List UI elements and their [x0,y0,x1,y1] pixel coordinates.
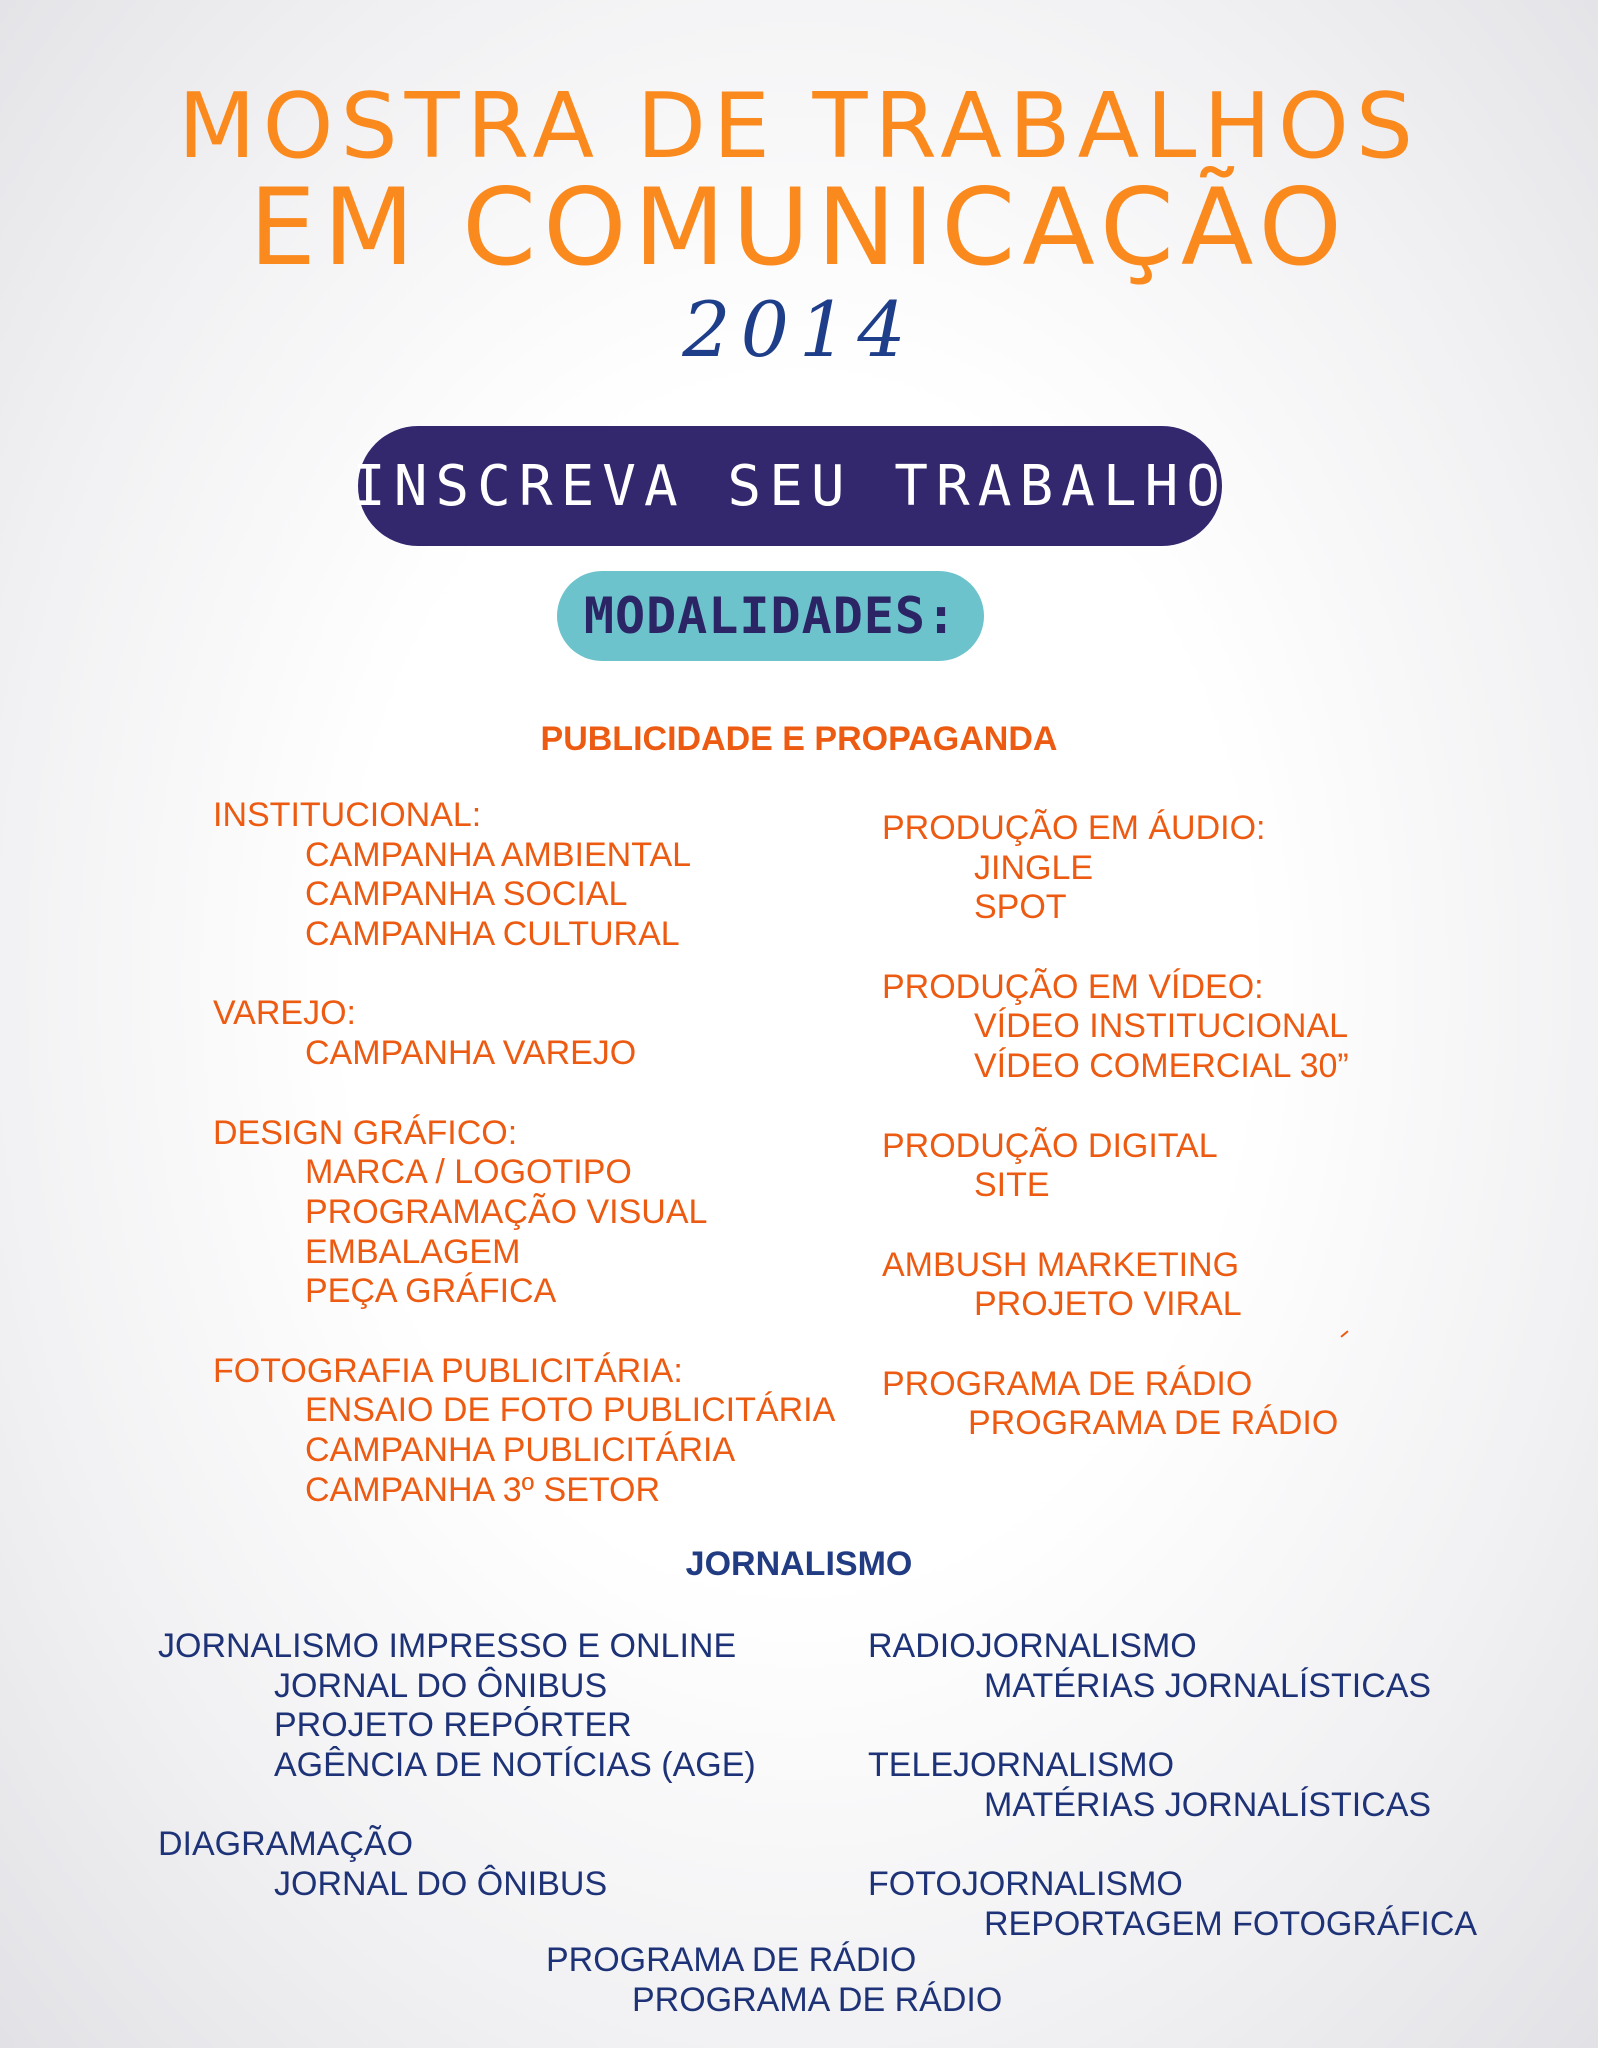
category-label: DIAGRAMAÇÃO [158,1825,414,1864]
category-label: PRODUÇÃO EM ÁUDIO: [882,809,1266,847]
category-label: PROGRAMA DE RÁDIO [546,1941,917,1979]
category-label: PRODUÇÃO EM VÍDEO: [882,967,1264,1006]
modalidades-badge [557,571,984,661]
list-item: PROJETO VIRAL [974,1285,1242,1324]
list-item: PROGRAMA DE RÁDIO [632,1980,1003,2019]
year: 2014 [682,285,916,374]
category-label: JORNALISMO IMPRESSO E ONLINE [158,1627,737,1665]
publicidade-right-column [882,809,1349,1444]
list-item: MATÉRIAS JORNALÍSTICAS [984,1785,1432,1824]
list-item: CAMPANHA CULTURAL [305,915,680,954]
list-item: CAMPANHA 3º SETOR [305,1470,661,1509]
jornalismo-extra [546,1941,1002,2020]
category-label: FOTOJORNALISMO [868,1865,1183,1904]
list-item: AGÊNCIA DE NOTÍCIAS (AGE) [274,1746,756,1785]
list-item: REPORTAGEM FOTOGRÁFICA [984,1904,1478,1943]
list-item: JORNAL DO ÔNIBUS [274,1865,608,1904]
register-button-label: INSCREVA SEU TRABALHO [352,453,1229,519]
title-line-2: EM COMUNICAÇÃO [249,166,1349,289]
category-label: TELEJORNALISMO [868,1746,1175,1785]
list-item: CAMPANHA VAREJO [305,1034,637,1073]
list-item: CAMPANHA AMBIENTAL [305,835,692,874]
list-item: JORNAL DO ÔNIBUS [274,1666,608,1705]
category-label: INSTITUCIONAL: [213,796,482,834]
category-label: FOTOGRAFIA PUBLICITÁRIA: [213,1351,683,1390]
title-line-1: MOSTRA DE TRABALHOS [178,74,1420,179]
jornalismo-right-column [868,1627,1477,1945]
modalidades-label: MODALIDADES: [583,587,958,645]
jornalismo-heading: JORNALISMO [685,1545,913,1583]
category-label: AMBUSH MARKETING [882,1245,1240,1284]
jornalismo-left-column [158,1627,756,1905]
category-label: VAREJO: [213,994,356,1033]
category-label: DESIGN GRÁFICO: [213,1113,518,1152]
list-item: PROJETO REPÓRTER [274,1706,632,1745]
list-item: SITE [974,1166,1050,1205]
list-item: PEÇA GRÁFICA [305,1272,557,1311]
category-label: PROGRAMA DE RÁDIO [882,1364,1253,1403]
list-item: EMBALAGEM [305,1232,521,1271]
list-item: VÍDEO INSTITUCIONAL [974,1007,1349,1046]
list-item: PROGRAMAÇÃO VISUAL [305,1192,708,1231]
register-button[interactable] [352,426,1229,546]
list-item: CAMPANHA PUBLICITÁRIA [305,1431,736,1469]
list-item: CAMPANHA SOCIAL [305,875,628,914]
category-label: PRODUÇÃO DIGITAL [882,1126,1218,1165]
publicidade-heading: PUBLICIDADE E PROPAGANDA [540,720,1058,758]
category-label: RADIOJORNALISMO [868,1627,1197,1665]
list-item: PROGRAMA DE RÁDIO [968,1404,1339,1443]
list-item: JINGLE [974,848,1094,887]
list-item: VÍDEO COMERCIAL 30” [974,1047,1349,1086]
list-item: SPOT [974,888,1067,927]
list-item: MARCA / LOGOTIPO [305,1153,632,1192]
list-item: ENSAIO DE FOTO PUBLICITÁRIA [305,1391,836,1430]
publicidade-left-column [213,796,835,1510]
list-item: MATÉRIAS JORNALÍSTICAS [984,1666,1432,1705]
